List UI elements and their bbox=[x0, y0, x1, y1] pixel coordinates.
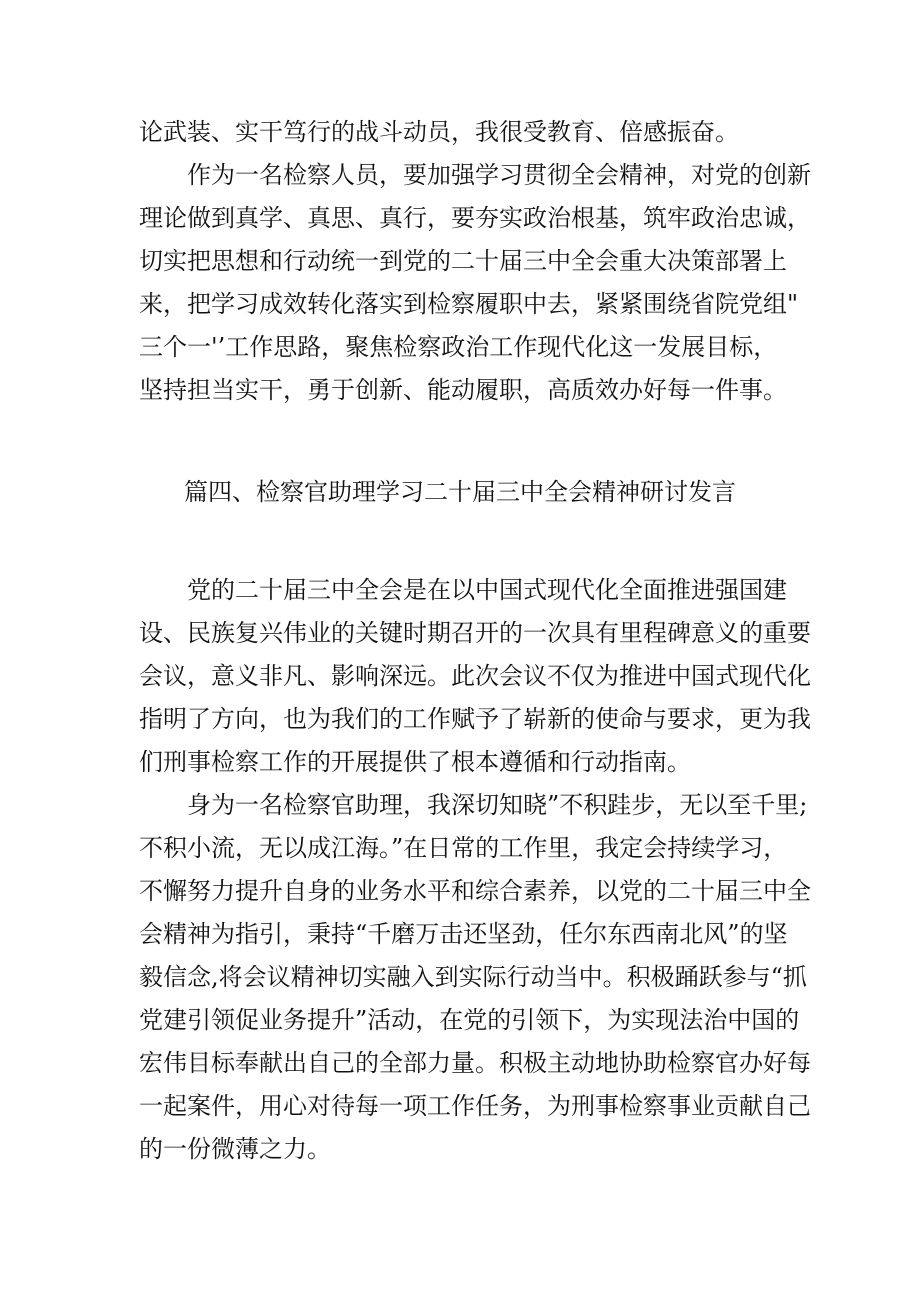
body-line: 党建引领促业务提升”活动，在党的引领下，为实现法治中国的 bbox=[139, 1006, 800, 1034]
body-line: 设、民族复兴伟业的关键时期召开的一次具有里程碑意义的重要 bbox=[139, 619, 811, 647]
body-line: 会精神为指引，秉持“千磨万击还坚劲，任尔东西南北风”的坚 bbox=[139, 920, 788, 948]
body-line: 坚持担当实干，勇于创新、能动履职，高质效办好每一件事。 bbox=[139, 376, 787, 404]
body-line: 不懈努力提升自身的业务水平和综合素养，以党的二十届三中全 bbox=[139, 877, 811, 905]
body-line: 不积小流，无以成江海。”在日常的工作里，我定会持续学习， bbox=[139, 834, 788, 862]
body-line: 宏伟目标奉献出自己的全部力量。积极主动地协助检察官办好每 bbox=[139, 1049, 811, 1077]
body-line: 论武装、实干笃行的战斗动员，我很受教育、倍感振奋。 bbox=[139, 118, 739, 146]
body-line: 切实把思想和行动统一到党的二十届三中全会重大决策部署上 bbox=[139, 247, 787, 275]
body-line: 理论做到真学、真思、真行，要夯实政治根基，筑牢政治忠诚， bbox=[139, 204, 811, 232]
body-line: 来，把学习成效转化落实到检察履职中去，紧紧围绕省院党组" bbox=[139, 290, 799, 318]
body-line: 一起案件，用心对待每一项工作任务，为刑事检察事业贡献自己 bbox=[139, 1092, 811, 1120]
body-line: 指明了方向，也为我们的工作赋予了崭新的使命与要求，更为我 bbox=[139, 705, 811, 733]
body-line: 作为一名检察人员，要加强学习贯彻全会精神，对党的创新 bbox=[139, 161, 811, 189]
body-line: 会议，意义非凡、影响深远。此次会议不仅为推进中国式现代化 bbox=[139, 662, 811, 690]
body-line: 三个一'’工作思路，聚焦检察政治工作现代化这一发展目标， bbox=[139, 333, 778, 361]
body-line: 党的二十届三中全会是在以中国式现代化全面推进强国建 bbox=[139, 576, 787, 604]
body-line: 身为一名检察官助理，我深切知晓”不积跬步，无以至千里; bbox=[139, 791, 808, 819]
body-line: 的一份微薄之力。 bbox=[139, 1135, 331, 1163]
body-line: 毅信念,将会议精神切实融入到实际行动当中。积极踊跃参与“抓 bbox=[139, 963, 807, 991]
section-heading: 篇四、检察官助理学习二十届三中全会精神研讨发言 bbox=[184, 478, 736, 506]
body-line: 们刑事检察工作的开展提供了根本遵循和行动指南。 bbox=[139, 748, 691, 776]
